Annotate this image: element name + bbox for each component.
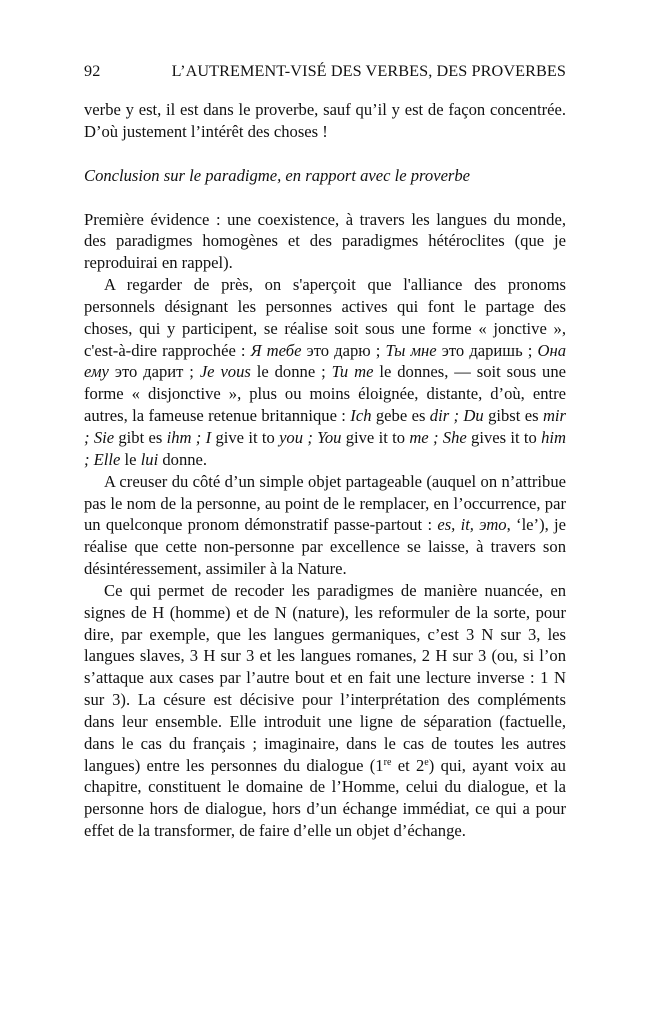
text-span: ) qui, ayant voix au chapitre, constituent le domaine de l’Homme, celui du dialogue, et la personne hors de dialogue, hors d’un échange immédiat, ce qui a pour effet de la transformer, de faire d’elle un objet d’échange. (84, 755, 566, 841)
paragraph-first-evidence: Première évidence : une coexistence, à travers les langues du monde, des paradigmes homogènes et des paradigmes hétéroclites (que je reproduirai en rappel). (84, 209, 566, 273)
text-span: Ce qui permet de recoder les paradigmes de manière nuancée, en signes de H (homme) et de N (nature), les reformuler de la sorte, pour dire, par exemple, que les langues germaniques, c’est 3 N sur 3, les langues slaves, 3 H sur 3 et les langues romanes, 2 H sur 3 (ou, si l’on s’attaque aux cases par l’autre bout et en fait une lecture inverse : 1 N sur 3). La césure est décisive pour l’interprétation des compléments dans leur ensemble. Elle introduit une ligne de séparation (factuelle, dans le cas du français ; imaginaire, dans le cas de toutes les autres langues) entre les personnes du dialogue (1 (84, 580, 566, 775)
text-span: le (120, 449, 141, 469)
italic-span: Tu me (331, 362, 374, 382)
italic-span: mir ; Sie (84, 406, 567, 447)
italic-span: Je vous (199, 362, 251, 382)
text-span: gebe es (371, 406, 430, 426)
italic-span: dir ; Du (429, 406, 484, 426)
italic-span: Она ему (84, 340, 566, 382)
section-title: Conclusion sur le paradigme, en rapport avec le proverbe (84, 165, 471, 185)
italic-span: him ; Elle (84, 427, 566, 469)
paragraph-pronouns (84, 274, 566, 471)
superscript: re (383, 756, 392, 768)
text-span: et 2 (391, 755, 425, 775)
text-span: give it to (341, 427, 410, 447)
paragraph-recoding (84, 580, 566, 842)
text-span: gives it to (466, 427, 542, 447)
text-span: это дарит ; (108, 362, 200, 382)
paragraph-continuation: verbe y est, il est dans le proverbe, sauf qu’il y est de façon concentrée. D’où justement l’intérêt des choses ! (84, 100, 566, 141)
text-span: gibt es (114, 427, 167, 447)
text-span: le donnes, — soit sous une forme « disjonctive », plus ou moins éloignée, distante, d’où, entre autres, la fameuse retenue britannique : (84, 362, 567, 426)
italic-span: Ich (350, 406, 372, 426)
text-span: , ‘le’), je réalise que cette non-personne par excellence se laisse, à travers son désintéressement, assimiler à la Nature. (84, 515, 566, 579)
text-span: gibst es (483, 406, 543, 426)
text-span: A regarder de près, on s'aperçoit que l'alliance des pronoms personnels désignant les personnes actives qui font le partage des choses, qui y participent, se réalise soit sous une forme « jonctive », c'est-à-dire rapprochée : (84, 275, 566, 360)
italic-span: Ты мне (385, 340, 437, 360)
italic-span: Я тебе (250, 340, 302, 360)
text-span: это дарю ; (301, 340, 386, 360)
italic-span: es, it, это (437, 515, 507, 535)
text-span: это даришь ; (436, 340, 538, 360)
text-span: give it to (211, 427, 280, 447)
superscript: e (424, 756, 429, 768)
italic-span: lui (140, 449, 159, 469)
text-span: A creuser du côté d’un simple objet partageable (auquel on n’attribue pas le nom de la personne, au point de le remplacer, en l’occurrence, par un quelconque pronom démonstratif passe-partout : (84, 471, 566, 535)
page-number: 92 (84, 62, 101, 80)
running-header (84, 60, 566, 82)
text-span: donne. (158, 449, 208, 469)
italic-span: you ; You (279, 427, 342, 447)
italic-span: me ; She (409, 427, 467, 447)
text-span: le donne ; (250, 362, 332, 382)
italic-span: ihm ; I (166, 427, 212, 447)
running-title: L’AUTREMENT-VISÉ DES VERBES, DES PROVERBES (171, 62, 566, 80)
book-page (84, 60, 566, 842)
paragraph-shared-object (84, 471, 566, 580)
